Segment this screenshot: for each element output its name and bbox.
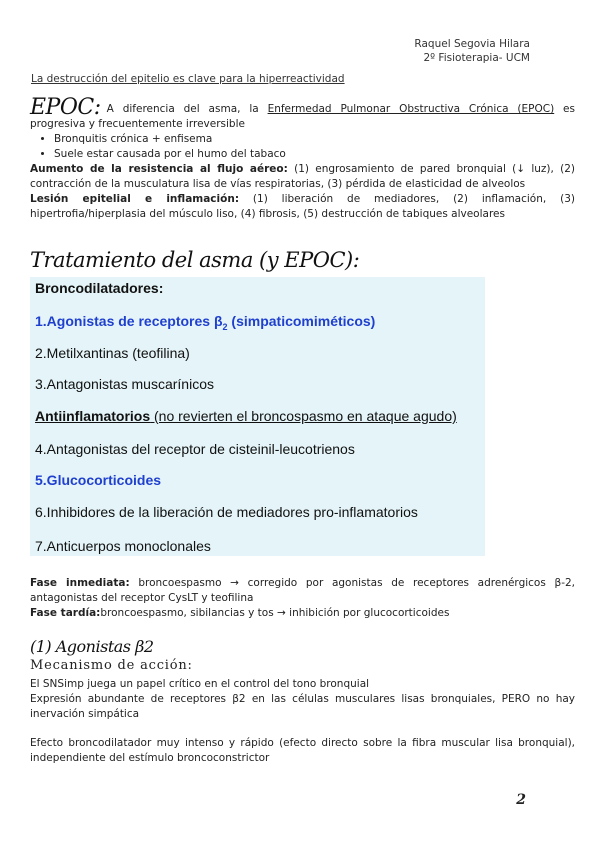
drug-item-1 [35,313,375,332]
agonistas-heading: (1) Agonistas β2 [30,637,154,656]
treatment-heading: Tratamiento del asma (y EPOC): [30,248,360,272]
antiinflamatorios-note: (no revierten el broncospasmo en ataque agudo) [150,408,457,424]
lesion-text: (1) liberación de mediadores, (2) inflamación, (3) hipertrofia/hiperplasia del músculo liso, (4) fibrosis, (5) destrucción de tabiques alveolares [30,193,575,220]
antiinflamatorios-label: Antiinflamatorios [35,408,151,424]
list-item: • Suele estar causada por el humo del tabaco [54,147,575,162]
drug-item-7: 7.Anticuerpos monoclonales [35,538,211,554]
broncodilatadores-colon: : [158,280,164,296]
list-item: • Bronquitis crónica + enfisema [54,132,575,147]
drug-item-6: 6.Inhibidores de la liberación de mediadores pro-inflamatorios [35,504,418,520]
epoc-title: EPOC: [30,95,101,120]
mecanismo-paragraph-3: Efecto broncodilatador muy intenso y rápido (efecto directo sobre la fibra muscular lisa bronquial), independiente del estímulo broncoconstrictor [30,737,575,764]
author-name: Raquel Segovia Hilara [414,38,530,50]
broncodilatadores-heading [35,280,163,296]
fase-tardia-text: broncoespasmo, sibilancias y tos → inhibición por glucocorticoides [100,607,450,619]
author-header [414,37,530,65]
drug-item-1-prefix: 1.Agonistas de receptores β [35,313,223,329]
drug-item-5: 5.Glucocorticoides [35,472,162,488]
mecanismo-text [30,677,575,766]
drug-item-3: 3.Antagonistas muscarínicos [35,376,214,392]
mecanismo-heading [30,658,193,673]
fase-tardia [30,606,575,621]
resistance-paragraph [30,162,575,192]
resistance-label: Aumento de la resistencia al flujo aéreo: [30,163,288,175]
intro-line: La destrucción del epitelio es clave para la hiperreactividad [31,73,345,85]
paragraph-spacer [30,722,575,736]
epoc-paragraph [30,95,575,132]
drug-item-2: 2.Metilxantinas (teofilina) [35,345,190,361]
page-number: 2 [516,792,526,808]
fase-inmediata [30,576,575,606]
fase-inmediata-text: broncoespasmo → corregido por agonistas de receptores adrenérgicos β-2, antagonistas del receptor CysLT y teofilina [30,577,575,604]
antiinflamatorios-heading [35,408,457,424]
mecanismo-paragraph-1: El SNSimp juega un papel crítico en el control del tono bronquial [30,678,370,690]
resistance-text: (1) engrosamiento de pared bronquial (↓ luz), (2) contracción de la musculatura lisa de vías respiratorias, (3) pérdida de elasticidad de alveolos [30,163,575,190]
epoc-underlined-term: Enfermedad Pulmonar Obstructiva Crónica (EPOC) [267,103,555,115]
course-name: 2º Fisioterapia- UCM [423,52,530,64]
phases-section [30,576,575,621]
drug-item-1-suffix: (simpaticomiméticos) [227,313,376,329]
lesion-paragraph [30,192,575,222]
drug-item-4: 4.Antagonistas del receptor de cisteinil-leucotrienos [35,441,355,457]
lesion-label: Lesión epitelial e inflamación: [30,193,240,205]
fase-inmediata-label: Fase inmediata: [30,577,130,589]
drug-classes-box [30,277,485,556]
epoc-text-before: A diferencia del asma, la [106,103,268,115]
epoc-section [30,95,575,222]
mecanismo-paragraph-2: Expresión abundante de receptores β2 en las células musculares lisas bronquiales, PERO no hay inervación simpática [30,693,575,720]
broncodilatadores-label: Broncodilatadores [35,280,159,296]
mecanismo-colon: : [187,658,193,673]
epoc-bullet-list [30,132,575,162]
mecanismo-title: Mecanismo de acción [30,658,188,673]
drug-item-1-subscript: 2 [222,321,228,332]
epoc-text-after: es progresiva y frecuentemente irreversible [30,103,575,130]
fase-tardia-label: Fase tardía: [30,607,101,619]
